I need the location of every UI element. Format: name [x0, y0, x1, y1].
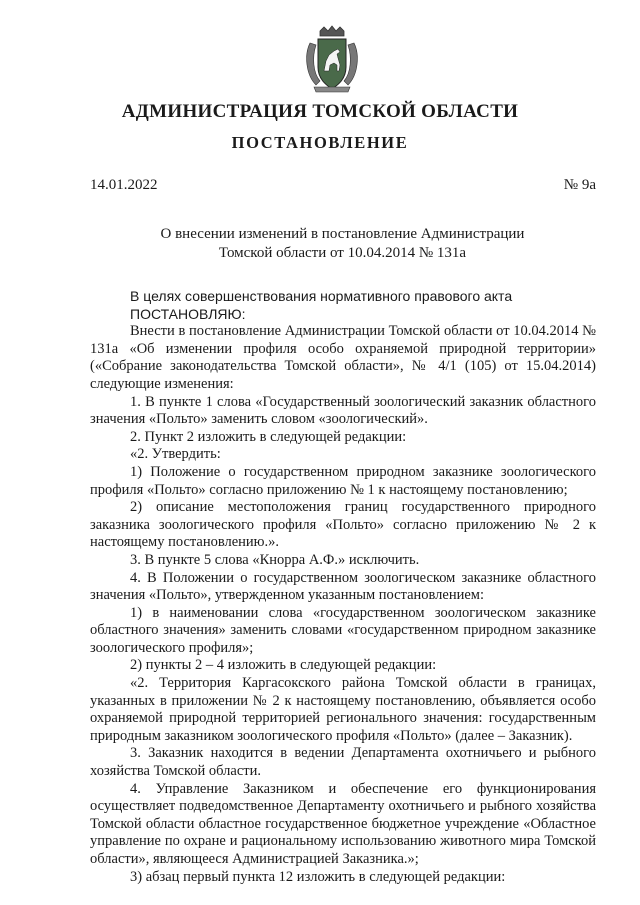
subject-line: Томской области от 10.04.2014 № 131а: [218, 245, 467, 261]
body-paragraph: 1) в наименовании слова «государственном зоологическом заказнике областного значения» заменить словами «государственном природном заказнике зоологического профиля»;: [90, 604, 596, 656]
body-paragraph: 3. Заказник находится в ведении Департамента охотничьего и рыбного хозяйства Томской области.: [90, 745, 596, 780]
body-paragraph: Внести в постановление Администрации Томской области от 10.04.2014 № 131а «Об изменении профиля особо охраняемой природной территории» («Собрание законодательства Томской области», № 4/1 (105) от 15.04.2014) следующие изменения:: [90, 323, 596, 392]
body-paragraph: 1) Положение о государственном природном заказнике зоологического профиля «Польто» согласно приложению № 1 к настоящему постановлению;: [90, 463, 596, 498]
body-paragraph: «2. Территория Каргасокского района Томской области в границах, указанных в приложении № 2 к настоящему постановлению, объявляется особо охраняемой природной территорией регионального значения: государственным природным заказником зоологического профиля «Польто» (далее – Заказник).: [90, 675, 596, 744]
document-type-title: ПОСТАНОВЛЕНИЕ: [231, 133, 409, 152]
body-paragraph: 3) абзац первый пункта 12 изложить в следующей редакции:: [130, 868, 506, 885]
organization-title: АДМИНИСТРАЦИЯ ТОМСКОЙ ОБЛАСТИ: [121, 101, 519, 122]
body-paragraph: 1. В пункте 1 слова «Государственный зоологический заказник областного значения «Польто» заменить словом «зоологический».: [90, 393, 596, 428]
body-paragraph: 4. Управление Заказником и обеспечение его функционирования осуществляет подведомственное Департаменту охотничьего и рыбного хозяйства Томской области областное государственное бюджетное учреждение «Областное управление по охране и рациональному использованию животного мира Томской области», являющееся Администрацией Заказника.»;: [90, 780, 596, 867]
tomsk-coat-of-arms-icon: [302, 25, 362, 95]
document-date: 14.01.2022: [90, 177, 158, 193]
body-paragraph: 3. В пункте 5 слова «Кнорра А.Ф.» исключить.: [130, 551, 420, 568]
body-paragraph: 2) описание местоположения границ государственного природного заказника зоологического профиля «Польто» согласно приложению № 2 к настоящему постановлению.».: [90, 499, 596, 551]
body-paragraph: «2. Утвердить:: [130, 446, 221, 463]
body-paragraph: ПОСТАНОВЛЯЮ:: [130, 305, 246, 322]
body-paragraph: В целях совершенствования нормативного правового акта: [130, 288, 513, 304]
document-subject: [90, 225, 595, 263]
document-body: [90, 288, 596, 886]
subject-line: О внесении изменений в постановление Администрации: [160, 226, 525, 242]
document-number: № 9а: [563, 177, 596, 193]
body-paragraph: 4. В Положении о государственном зоологическом заказнике областного значения «Польто», утвержденном указанным постановлением:: [90, 569, 596, 604]
body-paragraph: 2. Пункт 2 изложить в следующей редакции:: [130, 428, 407, 445]
body-paragraph: 2) пункты 2 – 4 изложить в следующей редакции:: [130, 657, 437, 674]
